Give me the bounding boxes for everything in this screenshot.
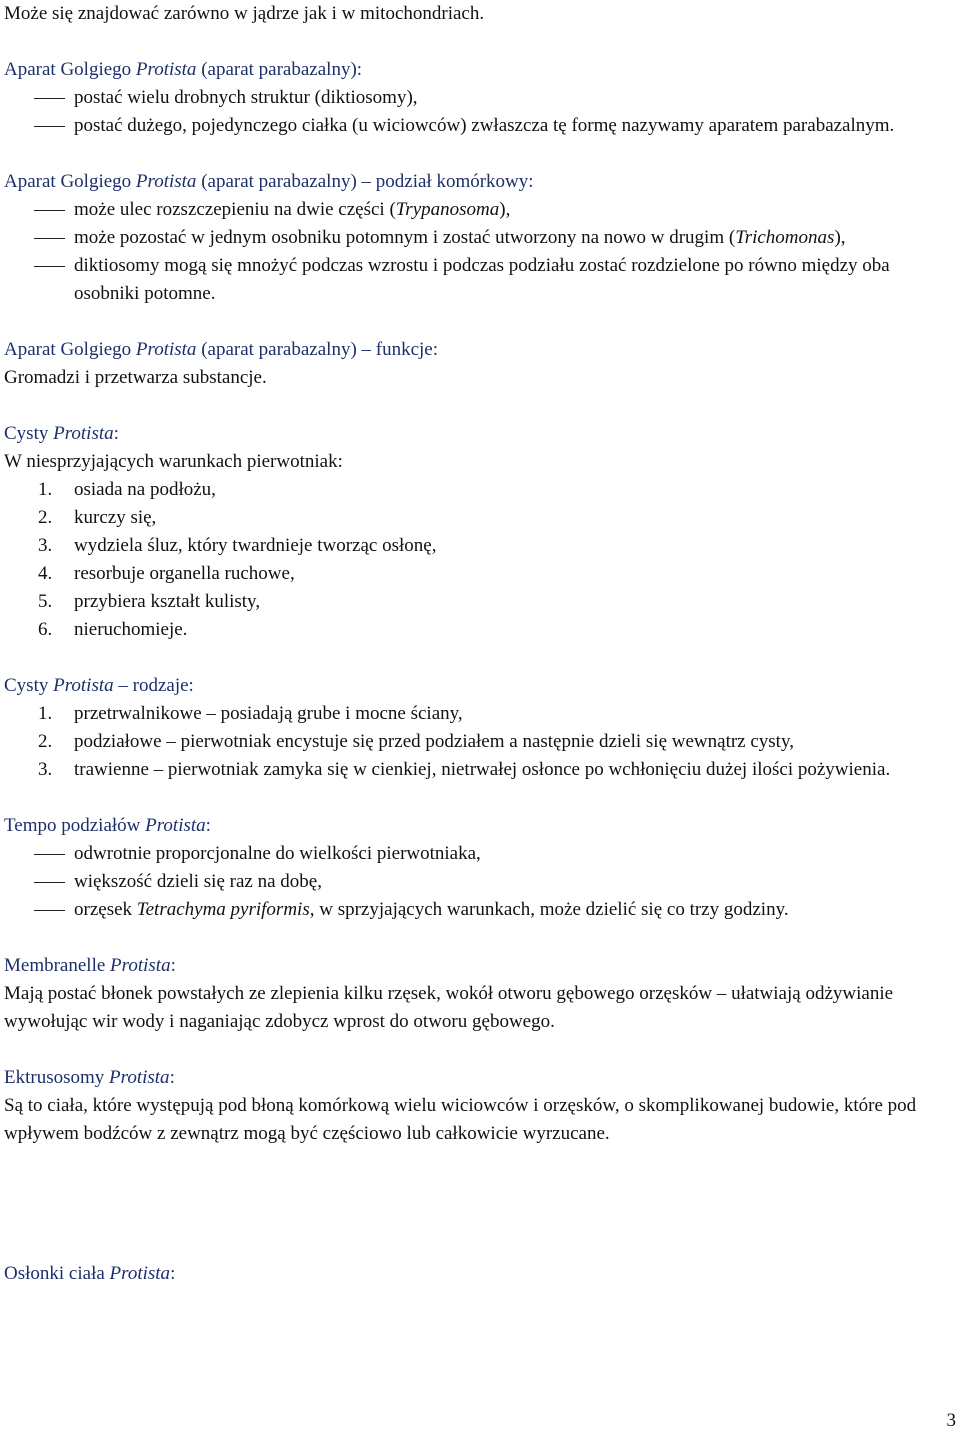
document-page [4, 0, 954, 1288]
heading-membranelle: Membranelle Protista: [4, 955, 176, 976]
extrusomes-text: Są to ciała, które występują pod błoną komórkową wielu wiciowców i orzęsków, o skomplikowanej budowie, które pod wpływem bodźców z zewnątrz mogą być częściowo lub całkowicie wyrzucane. [4, 1095, 917, 1144]
list-item: orzęsek Tetrachyma pyriformis, w sprzyjających warunkach, może dzielić się co trzy godziny. [4, 896, 954, 924]
list-item: diktiosomy mogą się mnożyć podczas wzrostu i podczas podziału zostać rozdzielone po równo między oba osobniki potomne. [4, 252, 954, 308]
numbered-item: 1. przetrwalnikowe – posiadają grube i mocne ściany, [38, 703, 463, 724]
membranelle-text: Mają postać błonek powstałych ze zlepienia kilku rzęsek, wokół otworu gębowego orzęsków – ułatwiają odżywianie wywołując wir wody i naganiając zdobycz wprost do otworu gębowego. [4, 983, 894, 1032]
heading-division: Aparat Golgiego Protista (aparat parabazalny) – podział komórkowy: [4, 171, 534, 192]
numbered-item: 1. osiada na podłożu, [38, 479, 216, 500]
numbered-item: 5. przybiera kształt kulisty, [38, 591, 261, 612]
functions-text: Gromadzi i przetwarza substancje. [4, 367, 267, 388]
heading-extrusomes: Ektrusosomy Protista: [4, 1067, 175, 1088]
heading-cyst-types: Cysty Protista – rodzaje: [4, 675, 194, 696]
intro-paragraph: Może się znajdować zarówno w jądrze jak i w mitochondriach. [4, 3, 485, 24]
list-item: większość dzieli się raz na dobę, [4, 868, 954, 896]
numbered-item: 6. nieruchomieje. [38, 619, 188, 640]
list-item: postać dużego, pojedynczego ciałka (u wiciowców) zwłaszcza tę formę nazywamy aparatem parabazalnym. [4, 112, 954, 140]
heading-cysts: Cysty Protista: [4, 423, 119, 444]
list-item: może ulec rozszczepieniu na dwie części (Trypanosoma), [4, 196, 954, 224]
list-item: postać wielu drobnych struktur (diktiosomy), [4, 84, 954, 112]
heading-functions: Aparat Golgiego Protista (aparat parabazalny) – funkcje: [4, 339, 439, 360]
numbered-item: 2. podziałowe – pierwotniak encystuje się przed podziałem a następnie dzieli się wewnątrz cysty, [38, 731, 794, 752]
heading-covers: Osłonki ciała Protista: [4, 1263, 176, 1284]
cysts-intro: W niesprzyjających warunkach pierwotniak: [4, 451, 343, 472]
numbered-item: 3. wydziela śluz, który twardnieje tworząc osłonę, [38, 535, 437, 556]
page-number: 3 [946, 1410, 956, 1431]
heading-tempo: Tempo podziałów Protista: [4, 815, 211, 836]
numbered-item: 2. kurczy się, [38, 507, 157, 528]
numbered-item: 3. trawienne – pierwotniak zamyka się w cienkiej, nietrwałej osłonce po wchłonięciu dużej ilości pożywienia. [38, 759, 891, 780]
list-item: może pozostać w jednym osobniku potomnym i zostać utworzony na nowo w drugim (Trichomonas), [4, 224, 954, 252]
list-item: odwrotnie proporcjonalne do wielkości pierwotniaka, [4, 840, 954, 868]
numbered-item: 4. resorbuje organella ruchowe, [38, 563, 295, 584]
heading-golgi: Aparat Golgiego Protista (aparat parabazalny): [4, 59, 363, 80]
